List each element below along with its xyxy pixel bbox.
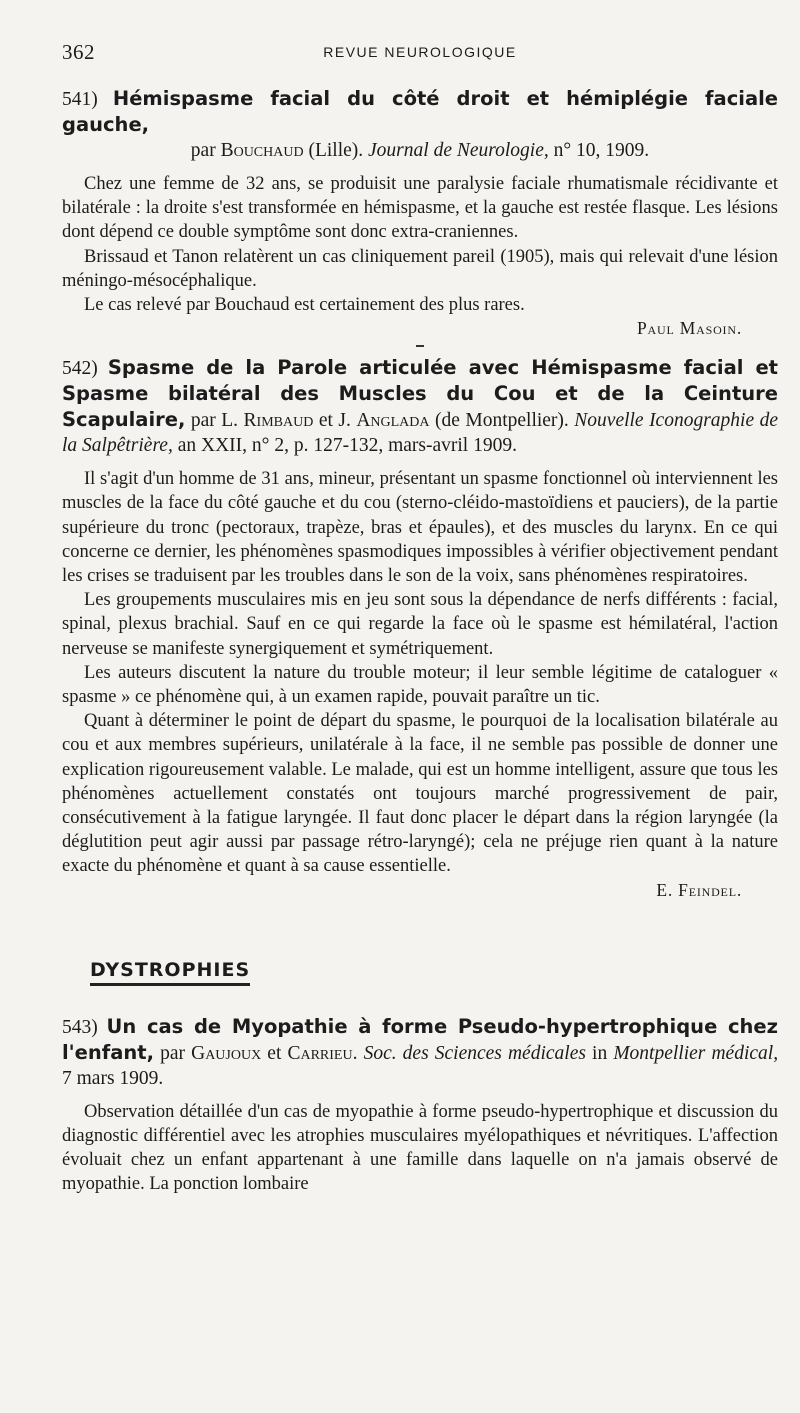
paragraph: Il s'agit d'un homme de 31 ans, mineur, présentant un spasme fonctionnel où interviennent les muscles de la face du côté gauche et du cou (sterno-cléido-mastoïdiens et pauciers), de la partie supérieure du tronc (pectoraux, trapèze, bras et épaules), et des muscles du larynx. En ce qui concerne ce dernier, les phénomènes spasmodiques impossibles à vérifier objectivement pendant les crises se traduisent par les troubles dans le son de la voix, sans phénomènes respiratoires. [62, 469, 778, 587]
signature: Paul Masoin. [637, 318, 742, 339]
byline-and: et J. [318, 410, 351, 432]
article-number: 543) [62, 1016, 98, 1038]
article-543-heading [62, 1014, 778, 1091]
journal-citation: Nouvelle Iconographie de la Salpêtrière, [62, 410, 779, 457]
article-title: Un cas de Myopathie à forme Pseudo-hypertrophique chez l'enfant, [62, 1014, 778, 1064]
journal-citation: Soc. des Sciences médicales [363, 1042, 586, 1064]
article-title: Spasme de la Parole articulée avec Hémispasme facial et Spasme bilatéral des Muscles du Cou et de la Ceinture Scapulaire, [62, 356, 779, 432]
byline-par: par [160, 1042, 186, 1064]
section-heading: DYSTROPHIES [90, 959, 250, 986]
paragraph: Chez une femme de 32 ans, se produisit une paralysie faciale rhumatismale récidivante et bilatérale : la droite s'est transformée en hémispasme, et la gauche est restée flasque. Les lésions dont dépend ce double symptôme sont donc extra-craniennes. [62, 174, 778, 243]
author-place: (Lille). [308, 140, 364, 161]
journal-citation-2: Montpellier médical, [613, 1042, 779, 1064]
page-number: 362 [62, 40, 95, 64]
paragraph: Les auteurs discutent la nature du trouble moteur; il leur semble légitime de cataloguer « spasme » ce phénomène qui, à un examen rapide, pouvait paraître un tic. [62, 662, 778, 708]
byline-and: et [267, 1042, 282, 1064]
article-541-heading [62, 86, 778, 163]
author-name: Carrieu. [287, 1042, 358, 1064]
author-name: Gaujoux [191, 1042, 262, 1064]
article-543 [62, 1014, 778, 1197]
byline-par: par L. [190, 410, 239, 432]
citation-in: in [592, 1042, 608, 1064]
article-542-heading [62, 355, 778, 458]
page [62, 36, 778, 1196]
article-number: 542) [62, 358, 98, 380]
article-541 [62, 86, 778, 347]
issue-citation: an XXII, n° 2, p. 127-132, mars-avril 1909. [177, 435, 517, 457]
journal-title: REVUE NEUROLOGIQUE [323, 44, 517, 60]
author-name: Bouchaud [220, 140, 304, 161]
issue-citation: 7 mars 1909. [62, 1067, 164, 1089]
article-542 [62, 355, 778, 900]
author-name: Rimbaud [243, 410, 314, 432]
author-name: Anglada [356, 410, 430, 432]
issue-citation: n° 10, 1909. [553, 140, 650, 161]
separator-mark [416, 345, 424, 347]
author-place: (de Montpellier). [434, 410, 569, 432]
paragraph: Observation détaillée d'un cas de myopathie à forme pseudo-hypertrophique et discussion du diagnostic différentiel avec les atrophies musculaires myélopathiques et névritiques. L'affection évoluait chez un enfant appartenant à une famille dans laquelle on n'a jamais observé de myopathie. La ponction lombaire [62, 1101, 778, 1195]
paragraph: Brissaud et Tanon relatèrent un cas cliniquement pareil (1905), mais qui relevait d'une lésion méningo-mésocéphalique. [62, 246, 778, 291]
signature: E. Feindel. [656, 879, 742, 900]
article-title: Hémispasme facial du côté droit et hémiplégie faciale gauche, [62, 87, 779, 136]
article-number: 541) [62, 89, 98, 110]
journal-citation: Journal de Neurologie, [368, 140, 549, 161]
article-byline [62, 138, 778, 163]
paragraph: Quant à déterminer le point de départ du spasme, le pourquoi de la localisation bilatérale au cou et aux membres supérieurs, unilatérale à la face, il ne semble pas possible de donner une explication rigoureusement valable. Le malade, qui est un homme intelligent, assure que tous les phénomènes actuellement constatés ont toujours marché progressivement de pair, consécutivement à la fatigue laryngée. Il faut donc placer le départ dans la région laryngée (la déglutition peut agir aussi par passage rétro-laryngé); cela ne préjuge rien quant à la nature exacte du phénomène et quant à sa cause essentielle. [62, 711, 778, 877]
running-head [62, 36, 778, 66]
paragraph: Les groupements musculaires mis en jeu sont sous la dépendance de nerfs différents : facial, spinal, plexus brachial. Sauf en ce qui regarde la face où le spasme est hémilatéral, l'action nerveuse se manifeste synergiquement et symétriquement. [62, 590, 778, 659]
paragraph: Le cas relevé par Bouchaud est certainement des plus rares. [84, 295, 525, 316]
byline-par: par [190, 140, 216, 161]
